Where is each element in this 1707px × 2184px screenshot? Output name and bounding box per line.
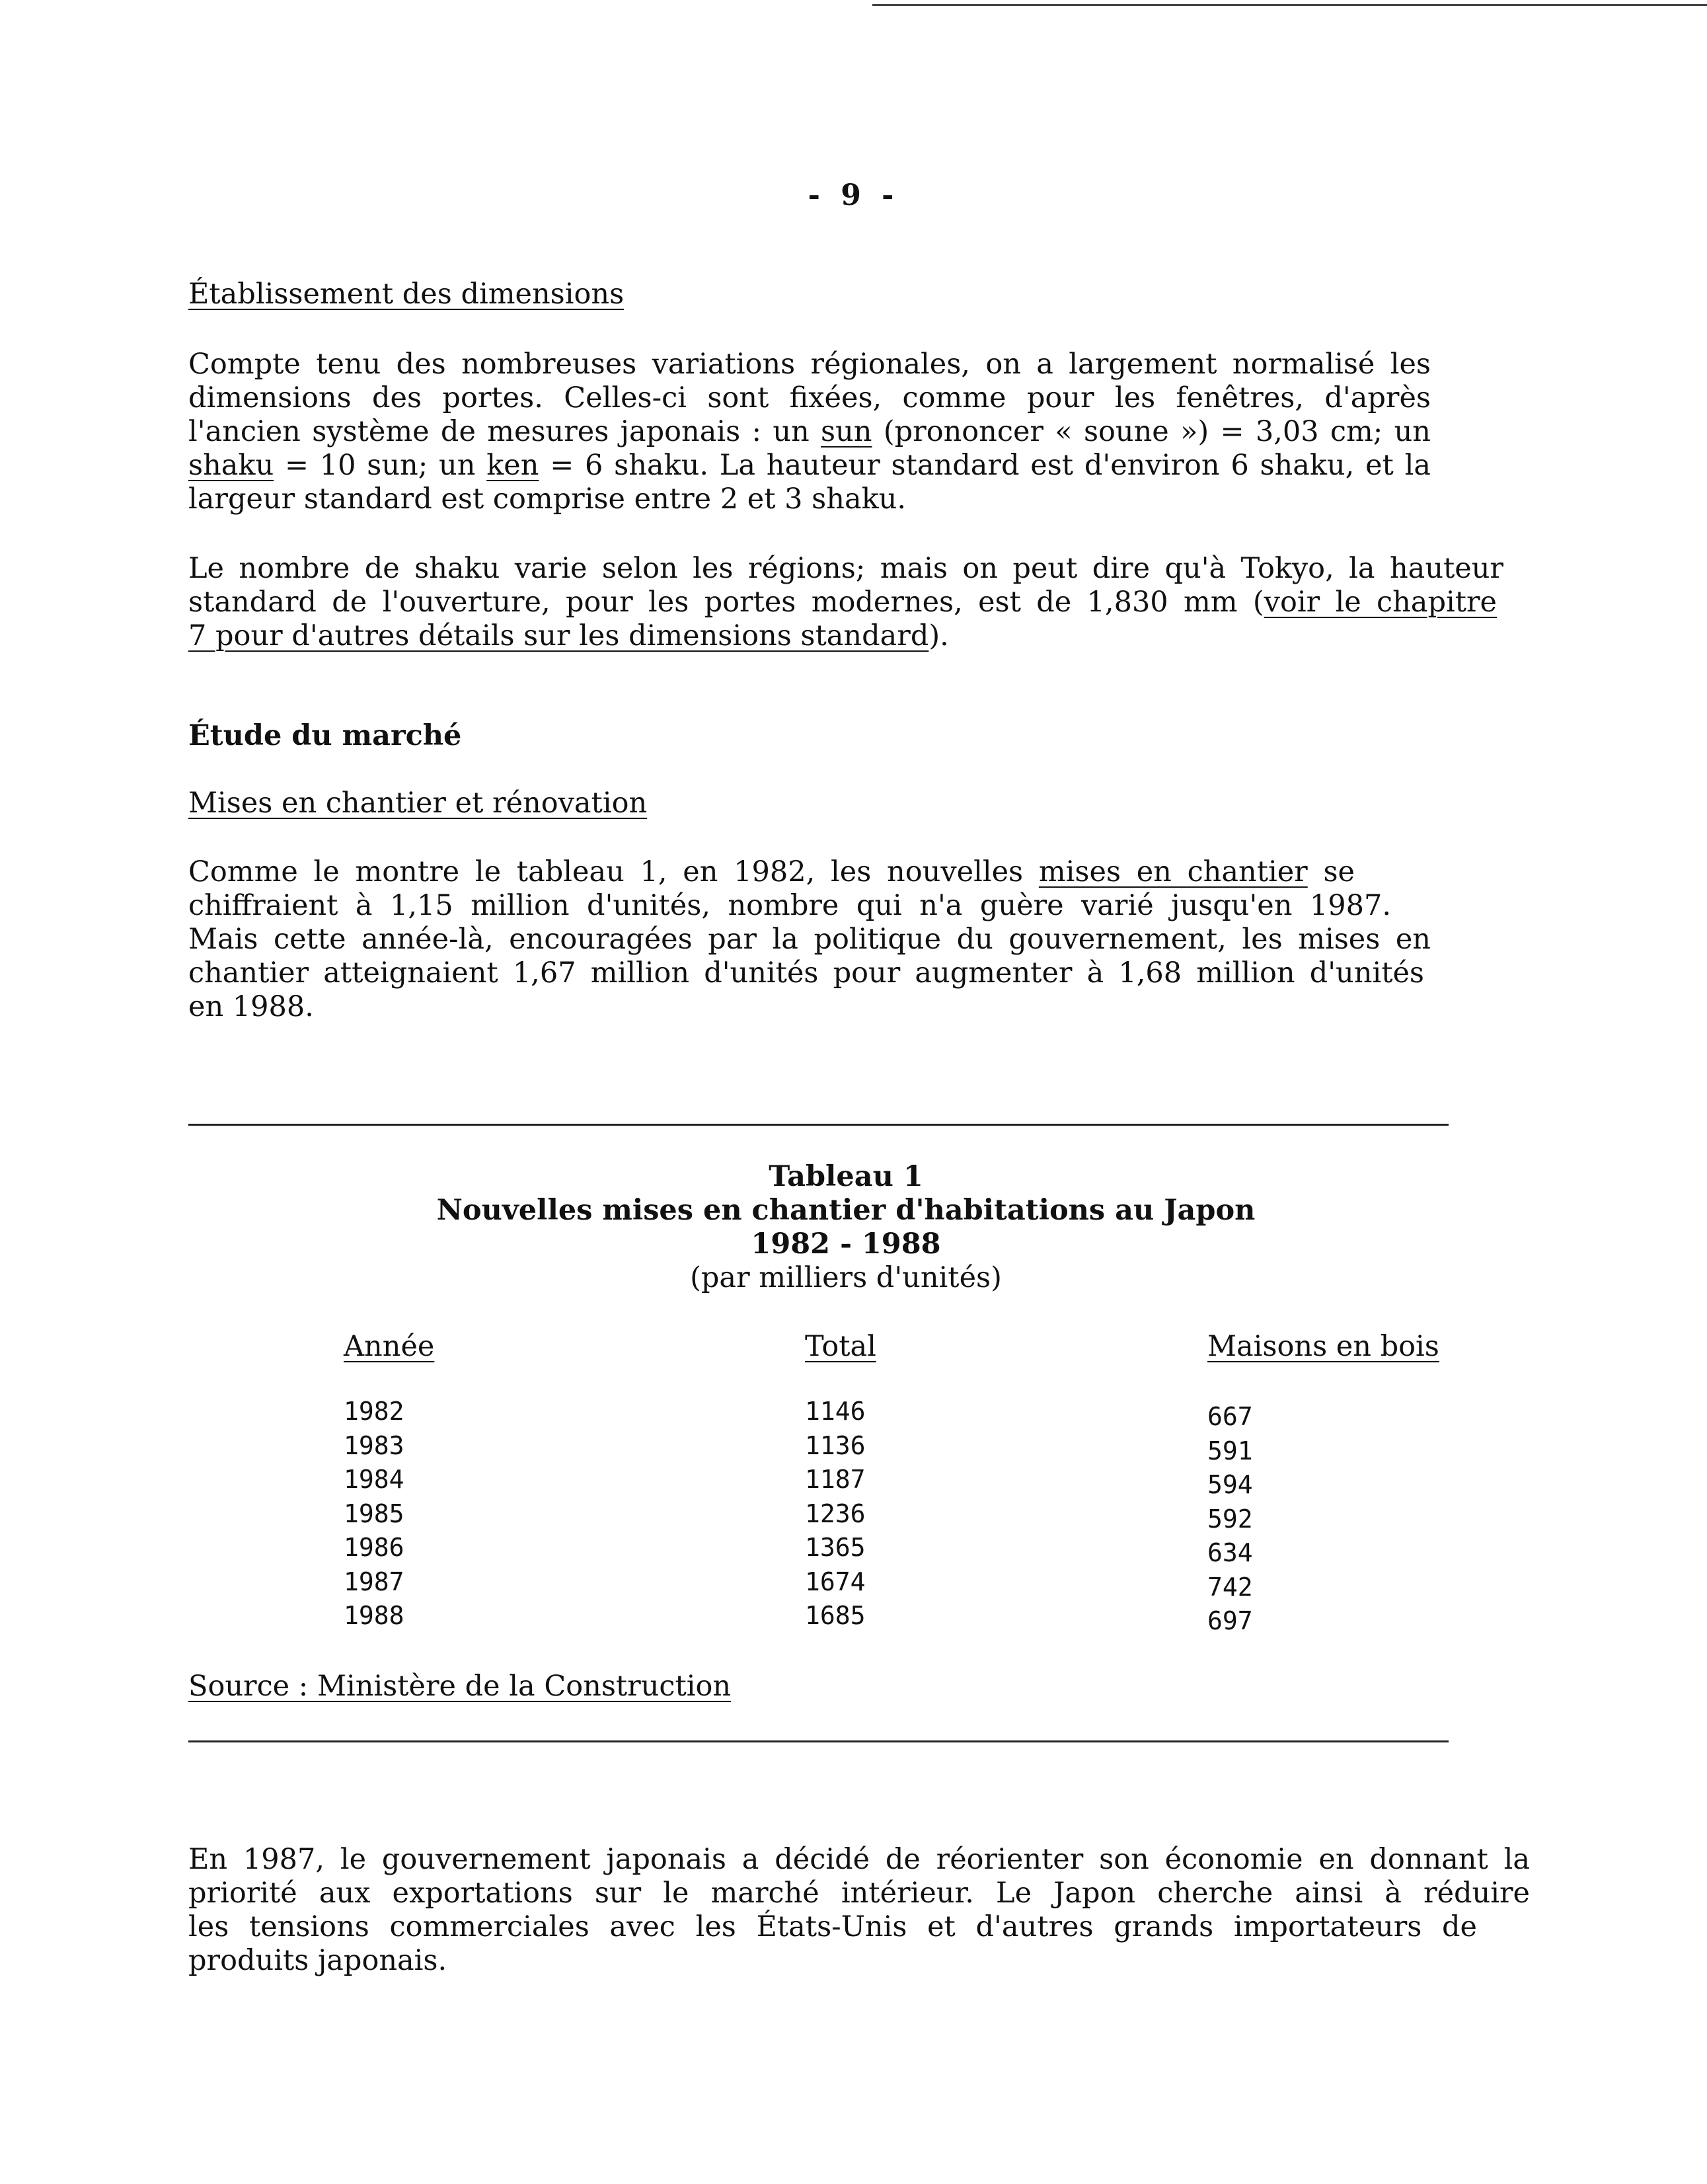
section-heading-dimensions: Établissement des dimensions [188,278,625,311]
table-cell: 1685 [805,1601,866,1630]
table-subtitle: Nouvelles mises en chantier d'habitations au Japon [436,1194,1256,1227]
text-line: chantier atteignaient 1,67 million d'unités pour augmenter à 1,68 million d'unités [188,956,1424,990]
term-sun: sun [821,415,872,448]
term-ken: ken [486,449,539,482]
column-header-wood-houses: Maisons en bois [1207,1330,1439,1363]
column-header-total: Total [805,1330,876,1363]
text-line: en 1988. [188,990,314,1023]
text-line: priorité aux exportations sur le marché intérieur. Le Japon cherche ainsi à réduire [188,1877,1530,1910]
table-cell: 591 [1207,1436,1253,1465]
table-cell: 592 [1207,1504,1253,1534]
text-line: Compte tenu des nombreuses variations régionales, on a largement normalisé les [188,348,1431,381]
chapter-reference: voir le chapitre [1264,586,1498,619]
top-edge-rule [872,4,1707,6]
text-line: shaku = 10 sun; un ken = 6 shaku. La hauteur standard est d'environ 6 shaku, et la [188,449,1431,482]
table-cell: 1187 [805,1465,866,1494]
table-cell: 1982 [344,1397,404,1426]
paragraph-tokyo [188,552,1503,653]
table-cell: 1988 [344,1601,404,1630]
paragraph-housing-starts [188,855,1431,1024]
table-years-range: 1982 - 1988 [751,1228,941,1261]
table-cell: 1674 [805,1567,866,1596]
table-cell: 742 [1207,1572,1253,1602]
term-shaku: shaku [188,449,274,482]
text-line: Comme le montre le tableau 1, en 1982, les nouvelles mises en chantier se [188,855,1355,888]
text-line: standard de l'ouverture, pour les portes modernes, est de 1,830 mm (voir le chapitre [188,586,1498,619]
table-column-year [344,1395,404,1633]
table-cell: 1985 [344,1499,404,1528]
term-mises-en-chantier: mises en chantier [1038,855,1308,888]
table-cell: 1987 [344,1567,404,1596]
table-cell: 634 [1207,1538,1253,1567]
table-cell: 1136 [805,1430,866,1460]
table-cell: 1983 [344,1430,404,1460]
table-cell: 1236 [805,1499,866,1528]
table-source: Source : Ministère de la Construction [188,1670,732,1703]
table-caption [0,1160,1692,1295]
text-line: En 1987, le gouvernement japonais a décidé de réorienter son économie en donnant la [188,1843,1530,1876]
text-line: dimensions des portes. Celles-ci sont fixées, comme pour les fenêtres, d'après [188,381,1431,414]
table-column-wood-houses [1207,1400,1253,1639]
table-cell: 1146 [805,1397,866,1426]
text-line: produits japonais. [188,1944,447,1977]
text-line: Le nombre de shaku varie selon les régions; mais on peut dire qu'à Tokyo, la hauteur [188,552,1503,585]
column-header-year: Année [344,1330,435,1363]
table-top-rule [188,1124,1449,1126]
text-line: l'ancien système de mesures japonais : un sun (prononcer « soune ») = 3,03 cm; un [188,415,1431,448]
text-line: Mais cette année-là, encouragées par la politique du gouvernement, les mises en [188,923,1431,956]
table-cell: 697 [1207,1606,1253,1635]
table-bottom-rule [188,1740,1449,1742]
table-title: Tableau 1 [769,1160,923,1193]
table-cell: 1365 [805,1533,866,1562]
paragraph-dimensions [188,348,1431,516]
paragraph-government-1987 [188,1843,1530,1978]
text-line: largeur standard est comprise entre 2 et 3 shaku. [188,483,907,516]
table-column-total [805,1395,866,1633]
table-cell: 1984 [344,1465,404,1494]
text-line: les tensions commerciales avec les États-Unis et d'autres grands importateurs de [188,1910,1477,1943]
table-cell: 594 [1207,1470,1253,1499]
text-line: 7 pour d'autres détails sur les dimensions standard). [188,619,949,652]
table-cell: 1986 [344,1533,404,1562]
text-line: chiffraient à 1,15 million d'unités, nombre qui n'a guère varié jusqu'en 1987. [188,889,1391,922]
table-cell: 667 [1207,1402,1253,1431]
chapter-reference: 7 pour d'autres détails sur les dimensions standard [188,619,929,652]
table-unit: (par milliers d'unités) [690,1261,1002,1294]
page-number: - 9 - [808,178,899,212]
subheading-housing-starts: Mises en chantier et rénovation [188,787,648,820]
section-heading-market: Étude du marché [188,719,462,752]
